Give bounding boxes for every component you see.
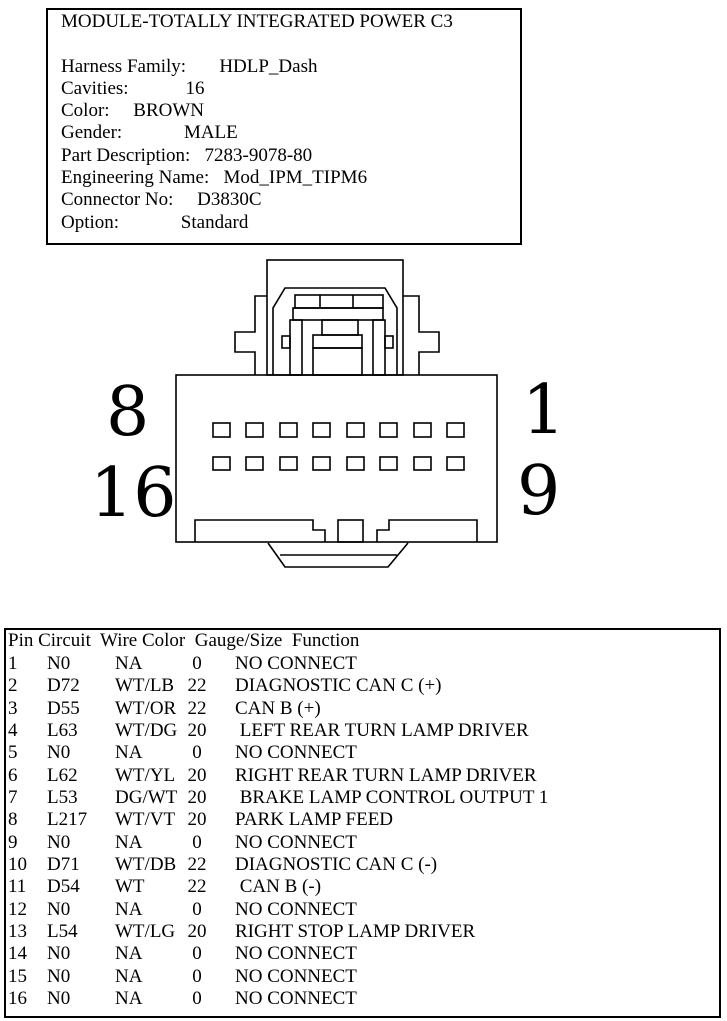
table-row [6, 966, 719, 988]
info-line: Connector No: D3830C [61, 189, 262, 211]
cell-pin: 5 [8, 742, 18, 764]
cell-circuit: L62 [47, 764, 78, 786]
pin-cavity [347, 457, 364, 470]
pin-cavity [414, 457, 431, 470]
cell-pin: 2 [8, 675, 18, 697]
cell-gauge: 20 [187, 720, 207, 742]
table-row [6, 943, 719, 965]
table-row [6, 832, 719, 854]
pinout-table-header: Pin Circuit Wire Color Gauge/Size Function [8, 630, 360, 651]
cell-function: CAN B (+) [235, 697, 321, 719]
cell-gauge: 0 [192, 988, 202, 1010]
pin-cavity [246, 423, 263, 437]
pin-table-rows [6, 653, 719, 1011]
table-row [6, 899, 719, 921]
module-title: MODULE-TOTALLY INTEGRATED POWER C3 [61, 11, 453, 32]
cell-wire_color: WT/LB [115, 675, 175, 697]
cell-pin: 10 [8, 854, 27, 876]
latch-top-band [295, 295, 383, 308]
cell-gauge: 22 [187, 854, 207, 876]
table-row [6, 653, 719, 675]
cell-function: NO CONNECT [235, 898, 357, 920]
cell-pin: 8 [8, 809, 18, 831]
cell-circuit: N0 [47, 742, 71, 764]
pin-cavity [347, 423, 364, 437]
left-shoulder [235, 296, 267, 375]
cell-gauge: 20 [187, 787, 207, 809]
pin-cavity [280, 423, 297, 437]
cell-wire_color: WT/DG [115, 720, 178, 742]
latch-left-leg [290, 320, 302, 375]
pin-cavity [380, 457, 397, 470]
pin-cavity [313, 423, 330, 437]
cell-pin: 6 [8, 764, 18, 786]
info-line: Engineering Name: Mod_IPM_TIPM6 [61, 167, 368, 189]
info-line: Harness Family: HDLP_Dash [61, 55, 318, 77]
info-line: Option: Standard [61, 211, 249, 233]
cell-wire_color: NA [115, 653, 143, 674]
connector-drawing-svg [90, 255, 570, 590]
cell-function: RIGHT REAR TURN LAMP DRIVER [235, 764, 537, 786]
cell-circuit: D55 [47, 697, 80, 719]
pin-number-label-bottom-right: 9 [517, 452, 561, 531]
bottom-bar-right [377, 520, 477, 542]
latch-right-tab [385, 336, 393, 348]
cell-function: NO CONNECT [235, 831, 357, 853]
cell-circuit: N0 [47, 988, 71, 1010]
pin-cavity [246, 457, 263, 470]
cell-wire_color: NA [115, 742, 143, 764]
pin-cavity [313, 457, 330, 470]
cell-gauge: 0 [192, 831, 202, 853]
table-row [6, 675, 719, 697]
pin-cavity [213, 457, 230, 470]
cell-pin: 3 [8, 697, 18, 719]
bottom-center-key [338, 520, 363, 542]
latch-left-tab [282, 336, 290, 348]
cell-function: CAN B (-) [235, 876, 322, 898]
pin-cavity [280, 457, 297, 470]
cell-pin: 9 [8, 831, 18, 853]
cell-wire_color: NA [115, 988, 143, 1010]
table-row [6, 876, 719, 898]
cell-circuit: L63 [47, 720, 78, 742]
table-row [6, 809, 719, 831]
cell-wire_color: NA [115, 943, 143, 965]
latch-right-leg [373, 320, 385, 375]
info-lines [61, 56, 520, 234]
cell-pin: 12 [8, 898, 27, 920]
cell-pin: 15 [8, 965, 27, 987]
cell-wire_color: WT/VT [115, 809, 176, 831]
cell-pin: 4 [8, 720, 18, 742]
cell-circuit: N0 [47, 898, 71, 920]
cell-gauge: 20 [187, 921, 207, 943]
pin-cavity [447, 423, 464, 437]
pinout-table [4, 628, 721, 1018]
table-row [6, 698, 719, 720]
cell-pin: 14 [8, 943, 27, 965]
cell-wire_color: WT [115, 876, 145, 898]
info-line: Part Description: 7283-9078-80 [61, 144, 313, 166]
cell-circuit: N0 [47, 831, 71, 853]
pin-number-label-top-right: 1 [522, 371, 566, 450]
pin-cavity [414, 423, 431, 437]
table-row [6, 921, 719, 943]
cell-function: NO CONNECT [235, 988, 357, 1010]
spacer [61, 33, 520, 55]
table-row [6, 742, 719, 764]
cell-function: NO CONNECT [235, 742, 357, 764]
latch-second-band [293, 308, 383, 320]
cavity-row-bottom [213, 457, 464, 470]
connector-diagram [90, 255, 570, 590]
pin-cavity [447, 457, 464, 470]
cell-circuit: D71 [47, 854, 80, 876]
latch-mid-band [313, 335, 362, 348]
cell-wire_color: NA [115, 898, 143, 920]
cell-gauge: 0 [192, 943, 202, 965]
pin-cavity [380, 423, 397, 437]
cell-pin: 13 [8, 921, 27, 943]
cell-wire_color: DG/WT [115, 787, 178, 809]
cell-wire_color: WT/DB [115, 854, 177, 876]
cell-pin: 7 [8, 787, 18, 809]
cell-wire_color: NA [115, 831, 143, 853]
info-line: Gender: MALE [61, 122, 238, 144]
cell-circuit: D72 [47, 675, 80, 697]
cell-gauge: 0 [192, 898, 202, 920]
cell-gauge: 0 [192, 653, 202, 674]
pin-number-label-bottom-left: 16 [90, 454, 177, 533]
cell-circuit: L53 [47, 787, 78, 809]
cell-circuit: L217 [47, 809, 88, 831]
cell-wire_color: WT/YL [115, 764, 176, 786]
cell-gauge: 22 [187, 675, 207, 697]
cell-wire_color: WT/OR [115, 697, 177, 719]
right-shoulder [403, 296, 439, 375]
latch-center-block [313, 348, 362, 375]
pin-cavity [213, 423, 230, 437]
connector-info-box [46, 8, 522, 245]
cell-circuit: D54 [47, 876, 80, 898]
cell-pin: 16 [8, 988, 27, 1010]
cell-gauge: 20 [187, 809, 207, 831]
cell-function: NO CONNECT [235, 943, 357, 965]
cell-gauge: 0 [192, 965, 202, 987]
cell-gauge: 0 [192, 742, 202, 764]
table-row [6, 765, 719, 787]
cell-gauge: 20 [187, 764, 207, 786]
cell-pin: 1 [8, 653, 18, 674]
cell-function: RIGHT STOP LAMP DRIVER [235, 921, 476, 943]
cell-function: NO CONNECT [235, 653, 357, 674]
cell-wire_color: NA [115, 965, 143, 987]
table-row [6, 720, 719, 742]
latch-mid-upper [322, 320, 358, 335]
cell-function: NO CONNECT [235, 965, 357, 987]
info-line: Color: BROWN [61, 100, 205, 122]
cell-function: BRAKE LAMP CONTROL OUTPUT 1 [235, 787, 549, 809]
cell-circuit: N0 [47, 965, 71, 987]
cell-gauge: 22 [187, 697, 207, 719]
table-row [6, 854, 719, 876]
cell-circuit: N0 [47, 943, 71, 965]
cell-pin: 11 [8, 876, 27, 898]
pin-number-label-top-left: 8 [106, 373, 150, 452]
cell-circuit: N0 [47, 653, 71, 674]
connector-body [176, 375, 497, 542]
bottom-bar-left [195, 520, 325, 542]
cell-function: DIAGNOSTIC CAN C (-) [235, 854, 438, 876]
table-row [6, 988, 719, 1010]
cell-function: DIAGNOSTIC CAN C (+) [235, 675, 442, 697]
latch-inner-trapezoid [273, 288, 397, 375]
info-line: Cavities: 16 [61, 77, 205, 99]
cell-function: LEFT REAR TURN LAMP DRIVER [235, 720, 529, 742]
cell-wire_color: WT/LG [115, 921, 176, 943]
table-row [6, 787, 719, 809]
cell-function: PARK LAMP FEED [235, 809, 394, 831]
cell-circuit: L54 [47, 921, 78, 943]
cavity-row-top [213, 423, 464, 437]
cell-gauge: 22 [187, 876, 207, 898]
